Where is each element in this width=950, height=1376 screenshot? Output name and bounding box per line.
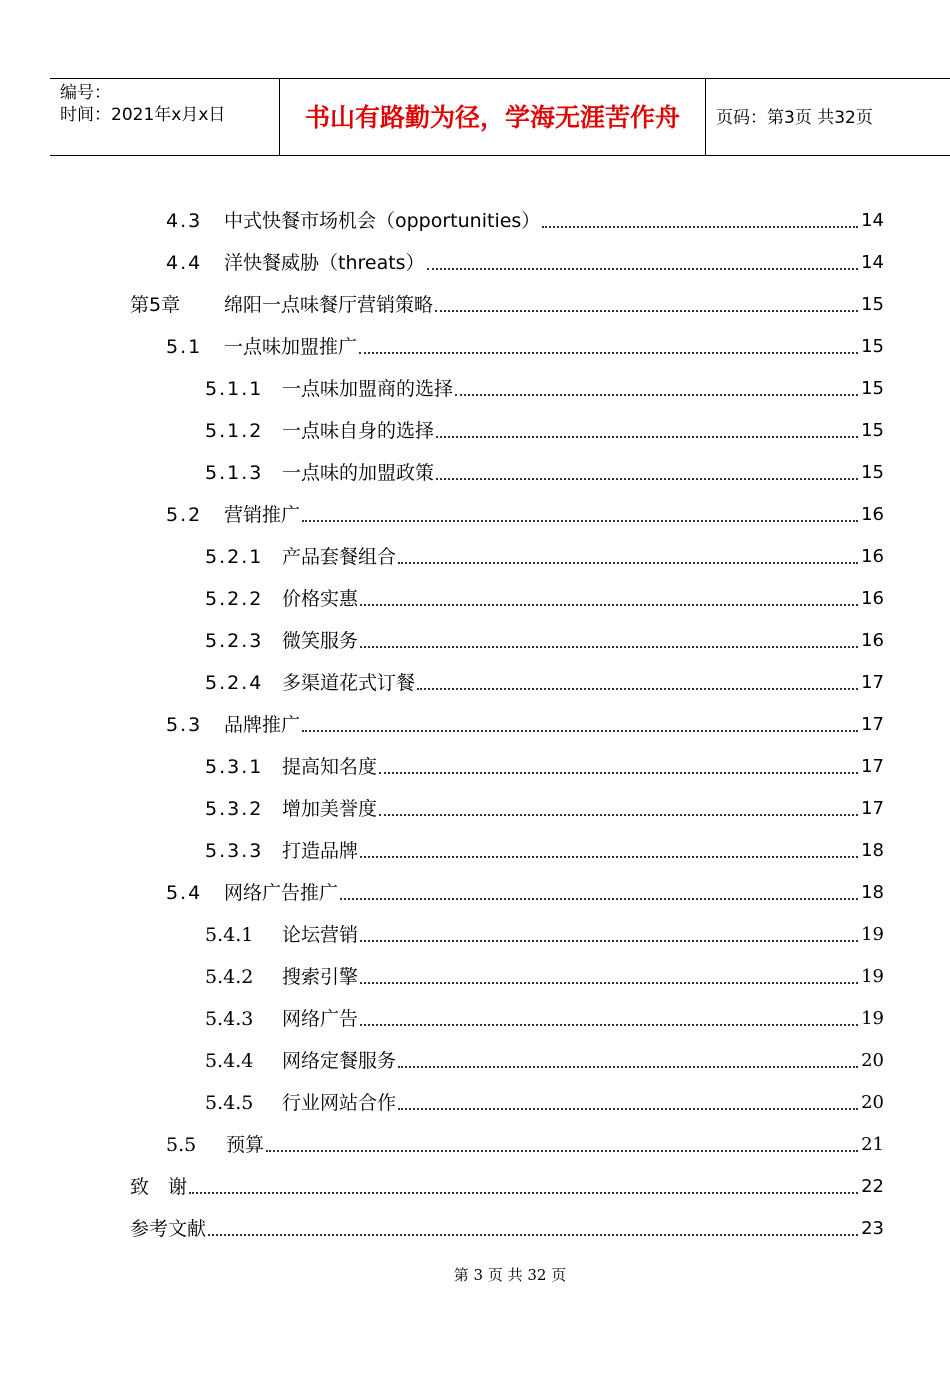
toc-entry-title: 价格实惠 — [282, 588, 359, 610]
toc-entry-title: 中式快餐市场机会（opportunities） — [224, 210, 541, 232]
toc-entry-page: 15 — [861, 420, 884, 441]
toc-entry[interactable] — [166, 246, 884, 276]
toc-leader-dots — [208, 1234, 858, 1236]
toc-leader-dots — [340, 898, 858, 900]
toc-entry-title: 多渠道花式订餐 — [282, 672, 416, 694]
toc-entry-page: 14 — [861, 210, 884, 231]
page-header — [50, 78, 950, 156]
toc-entry[interactable] — [205, 540, 884, 570]
header-page-info: 页码：第3页 共32页 — [716, 108, 873, 128]
toc-entry[interactable] — [205, 456, 884, 486]
toc-entry-title: 营销推广 — [224, 504, 301, 526]
toc-entry-title: 微笑服务 — [282, 630, 359, 652]
toc-entry-page: 16 — [861, 546, 884, 567]
toc-entry-page: 17 — [861, 714, 884, 735]
toc-entry-number: 5.1 — [166, 336, 203, 358]
toc-leader-dots — [189, 1192, 858, 1194]
toc-entry-number: 第5章 — [130, 294, 181, 316]
toc-leader-dots — [359, 352, 858, 354]
toc-entry-page: 15 — [861, 294, 884, 315]
toc-entry-title: 绵阳一点味餐厅营销策略 — [224, 294, 434, 316]
toc-entry-page: 18 — [861, 882, 884, 903]
toc-entry-number: 5.3.2 — [205, 798, 264, 820]
toc-entry-page: 20 — [861, 1092, 884, 1113]
header-motto-cell — [280, 79, 706, 155]
toc-entry[interactable] — [130, 1170, 884, 1200]
toc-entry-title: 打造品牌 — [282, 840, 359, 862]
toc-entry-title: 一点味自身的选择 — [282, 420, 435, 442]
toc-leader-dots — [436, 436, 858, 438]
toc-entry-number: 5.4.1 — [205, 924, 254, 946]
toc-entry[interactable] — [166, 1128, 884, 1158]
toc-entry-page: 19 — [861, 966, 884, 987]
toc-entry-number: 5.2.3 — [205, 630, 264, 652]
toc-entry-number: 5.3 — [166, 714, 203, 736]
toc-entry[interactable] — [166, 204, 884, 234]
toc-entry[interactable] — [205, 1044, 884, 1074]
toc-entry[interactable] — [205, 666, 884, 696]
toc-entry-page: 20 — [861, 1050, 884, 1071]
toc-entry-page: 23 — [861, 1218, 884, 1239]
toc-entry[interactable] — [205, 1086, 884, 1116]
toc-entry-title: 行业网站合作 — [282, 1092, 397, 1114]
toc-entry-title: 论坛营销 — [282, 924, 359, 946]
toc-entry[interactable] — [205, 792, 884, 822]
toc-entry[interactable] — [166, 330, 884, 360]
toc-entry-page: 19 — [861, 924, 884, 945]
toc-entry-number: 5.2.4 — [205, 672, 264, 694]
header-page-cell — [706, 79, 950, 155]
toc-leader-dots — [302, 520, 858, 522]
toc-entry-page: 14 — [861, 252, 884, 273]
header-motto: 书山有路勤为径，学海无涯苦作舟 — [304, 103, 680, 132]
toc-entry-number: 4.4 — [166, 252, 203, 274]
toc-entry-page: 17 — [861, 798, 884, 819]
toc-entry-page: 16 — [861, 588, 884, 609]
toc-entry-number: 参考文献 — [130, 1218, 207, 1240]
toc-entry[interactable] — [205, 960, 884, 990]
toc-leader-dots — [398, 562, 858, 564]
toc-entry-title: 一点味加盟商的选择 — [282, 378, 454, 400]
toc-entry[interactable] — [130, 288, 884, 318]
toc-entry-page: 15 — [861, 462, 884, 483]
toc-entry-number: 5.1.2 — [205, 420, 264, 442]
toc-leader-dots — [360, 856, 858, 858]
toc-entry-number: 致 谢 — [130, 1176, 188, 1198]
toc-entry-title: 预算 — [226, 1134, 265, 1156]
toc-entry[interactable] — [205, 624, 884, 654]
toc-entry[interactable] — [205, 834, 884, 864]
toc-entry-number: 5.4 — [166, 882, 203, 904]
toc-entry-title: 产品套餐组合 — [282, 546, 397, 568]
toc-entry-title: 提高知名度 — [282, 756, 378, 778]
toc-entry-page: 16 — [861, 630, 884, 651]
toc-leader-dots — [266, 1150, 858, 1152]
toc-entry-page: 17 — [861, 672, 884, 693]
toc-entry-number: 5.1.3 — [205, 462, 264, 484]
toc-entry-number: 5.5 — [166, 1134, 197, 1156]
toc-leader-dots — [435, 310, 858, 312]
toc-leader-dots — [542, 226, 858, 228]
toc-entry-number: 5.4.3 — [205, 1008, 254, 1030]
toc-entry[interactable] — [205, 582, 884, 612]
toc-entry[interactable] — [205, 1002, 884, 1032]
toc-entry-page: 17 — [861, 756, 884, 777]
toc-entry-number: 5.4.2 — [205, 966, 254, 988]
toc-leader-dots — [360, 940, 858, 942]
toc-leader-dots — [436, 478, 858, 480]
toc-leader-dots — [398, 1066, 858, 1068]
toc-entry-title: 网络广告 — [282, 1008, 359, 1030]
toc-entry-number: 5.3.1 — [205, 756, 264, 778]
toc-entry[interactable] — [166, 876, 884, 906]
header-meta-cell — [50, 79, 280, 155]
toc-entry-title: 一点味加盟推广 — [224, 336, 358, 358]
toc-entry-page: 15 — [861, 378, 884, 399]
toc-entry-number: 5.4.4 — [205, 1050, 254, 1072]
doc-date-label: 时间：2021年x月x日 — [60, 105, 226, 125]
toc-entry[interactable] — [166, 708, 884, 738]
toc-leader-dots — [302, 730, 858, 732]
toc-entry-page: 22 — [861, 1176, 884, 1197]
toc-entry-number: 5.2 — [166, 504, 203, 526]
toc-leader-dots — [398, 1108, 858, 1110]
toc-entry-title: 网络定餐服务 — [282, 1050, 397, 1072]
toc-entry[interactable] — [205, 918, 884, 948]
toc-leader-dots — [360, 604, 858, 606]
toc-entry-page: 21 — [861, 1134, 884, 1155]
toc-entry-title: 搜索引擎 — [282, 966, 359, 988]
toc-leader-dots — [417, 688, 858, 690]
toc-leader-dots — [427, 268, 859, 270]
toc-entry-title: 增加美誉度 — [282, 798, 378, 820]
toc-entry-title: 一点味的加盟政策 — [282, 462, 435, 484]
toc-leader-dots — [379, 772, 858, 774]
toc-entry[interactable] — [130, 1212, 884, 1242]
toc-leader-dots — [360, 646, 858, 648]
toc-entry-page: 18 — [861, 840, 884, 861]
toc-entry-number: 5.4.5 — [205, 1092, 254, 1114]
toc-leader-dots — [455, 394, 858, 396]
page-footer: 第 3 页 共 32 页 — [453, 1266, 567, 1284]
toc-leader-dots — [360, 1024, 858, 1026]
toc-entry-title: 洋快餐威胁（threats） — [224, 252, 425, 274]
toc-entry-page: 16 — [861, 504, 884, 525]
toc-leader-dots — [360, 982, 858, 984]
toc-entry-page: 15 — [861, 336, 884, 357]
toc-entry[interactable] — [205, 414, 884, 444]
toc-entry-title: 品牌推广 — [224, 714, 301, 736]
toc-entry-number: 5.3.3 — [205, 840, 264, 862]
toc-leader-dots — [379, 814, 858, 816]
toc-entry[interactable] — [205, 750, 884, 780]
toc-entry[interactable] — [205, 372, 884, 402]
toc-entry-number: 5.1.1 — [205, 378, 264, 400]
doc-number-label: 编号： — [60, 83, 111, 103]
toc-entry-number: 5.2.1 — [205, 546, 264, 568]
toc-entry-number: 5.2.2 — [205, 588, 264, 610]
toc-entry-page: 19 — [861, 1008, 884, 1029]
toc-entry[interactable] — [166, 498, 884, 528]
toc-entry-number: 4.3 — [166, 210, 203, 232]
toc-entry-title: 网络广告推广 — [224, 882, 339, 904]
